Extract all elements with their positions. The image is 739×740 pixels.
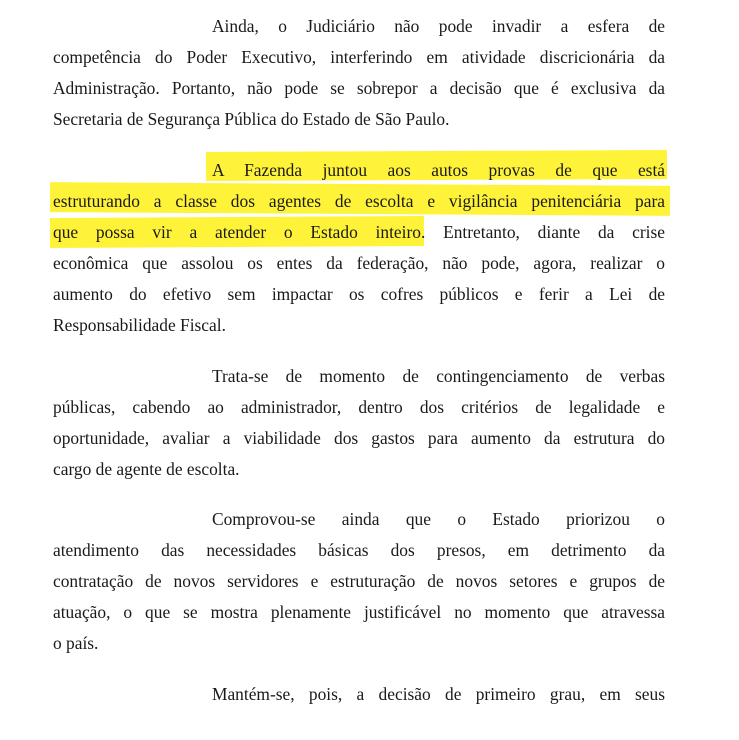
paragraph-3-line-4: cargo de agente de escolta.: [53, 459, 240, 479]
paragraph-5-line-1: Mantém-se, pois, a decisão de primeiro grau, em seus: [212, 684, 665, 704]
paragraph-2-line-1: A Fazenda juntou aos autos provas de que está: [212, 160, 665, 180]
paragraph-3-line-2: públicas, cabendo ao administrador, dentro dos critérios de legalidade e: [53, 397, 665, 417]
paragraph-4-line-4: atuação, o que se mostra plenamente justificável no momento que atravessa: [53, 602, 665, 622]
paragraph-3-line-3: oportunidade, avaliar a viabilidade dos gastos para aumento da estrutura do: [53, 428, 665, 448]
paragraph-2-line-3: que possa vir a atender o Estado inteiro. Entretanto, diante da crise: [53, 222, 665, 242]
paragraph-2-line-4: econômica que assolou os entes da federação, não pode, agora, realizar o: [53, 253, 665, 273]
paragraph-1-line-2: competência do Poder Executivo, interferindo em atividade discricionária da: [53, 47, 665, 67]
paragraph-1-line-3: Administração. Portanto, não pode se sobrepor a decisão que é exclusiva da: [53, 78, 665, 98]
paragraph-2-line-5: aumento do efetivo sem impactar os cofres públicos e ferir a Lei de: [53, 284, 665, 304]
paragraph-4-line-1: Comprovou-se ainda que o Estado priorizou o: [212, 509, 665, 529]
paragraph-4-line-2: atendimento das necessidades básicas dos presos, em detrimento da: [53, 540, 665, 560]
paragraph-2-line-6: Responsabilidade Fiscal.: [53, 315, 226, 335]
paragraph-3-line-1: Trata-se de momento de contingenciamento de verbas: [212, 366, 665, 386]
paragraph-1-line-4: Secretaria de Segurança Pública do Estado de São Paulo.: [53, 109, 450, 129]
paragraph-4-line-5: o país.: [53, 633, 99, 653]
paragraph-1-line-1: Ainda, o Judiciário não pode invadir a esfera de: [212, 16, 665, 36]
paragraph-2-line-2: estruturando a classe dos agentes de escolta e vigilância penitenciária para: [53, 191, 665, 211]
paragraph-4-line-3: contratação de novos servidores e estruturação de novos setores e grupos de: [53, 571, 665, 591]
